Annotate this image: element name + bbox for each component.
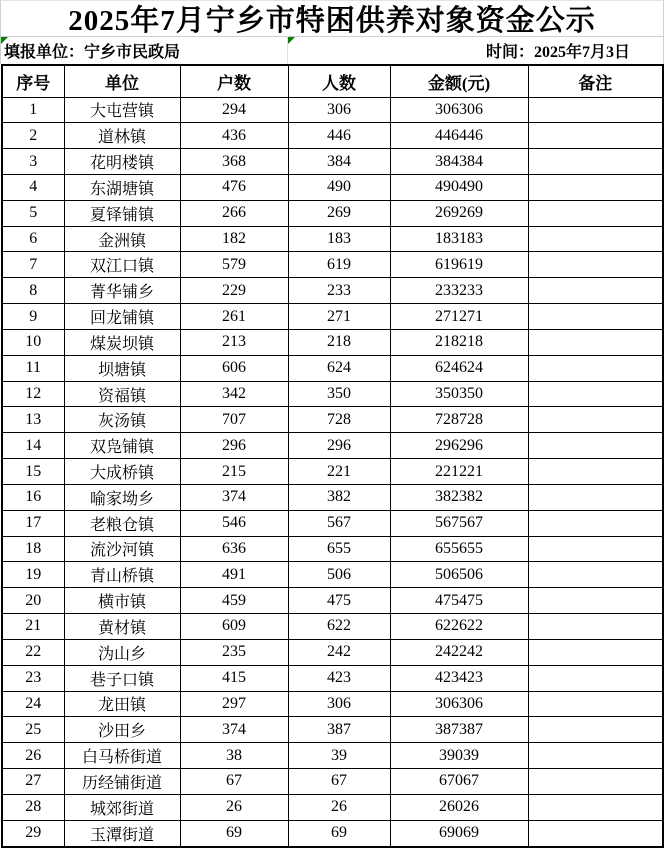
cell-persons: 69 — [288, 820, 390, 847]
cell-index: 27 — [2, 769, 64, 795]
cell-persons: 306 — [288, 691, 390, 717]
cell-remark — [528, 691, 663, 717]
cell-remark — [528, 123, 663, 149]
cell-households: 342 — [180, 381, 288, 407]
cell-amount: 619619 — [390, 252, 528, 278]
cell-index: 11 — [2, 355, 64, 381]
cell-index: 20 — [2, 588, 64, 614]
cell-households: 38 — [180, 743, 288, 769]
cell-remark — [528, 665, 663, 691]
table-row — [2, 459, 663, 485]
reporting-unit-label: 填报单位：宁乡市民政局 — [4, 44, 181, 61]
col-header-households: 户数 — [180, 65, 288, 97]
table-row — [2, 433, 663, 459]
table-row — [2, 200, 663, 226]
table-row — [2, 510, 663, 536]
table-row — [2, 562, 663, 588]
cell-index: 2 — [2, 123, 64, 149]
cell-households: 707 — [180, 407, 288, 433]
cell-index: 24 — [2, 691, 64, 717]
cell-remark — [528, 743, 663, 769]
col-header-remark: 备注 — [528, 65, 663, 97]
cell-unit: 横市镇 — [64, 588, 180, 614]
cell-persons: 296 — [288, 433, 390, 459]
cell-persons: 446 — [288, 123, 390, 149]
cell-households: 579 — [180, 252, 288, 278]
cell-households: 266 — [180, 200, 288, 226]
cell-remark — [528, 381, 663, 407]
cell-households: 229 — [180, 278, 288, 304]
cell-amount: 271271 — [390, 304, 528, 330]
cell-amount: 39039 — [390, 743, 528, 769]
cell-persons: 39 — [288, 743, 390, 769]
cell-amount: 69069 — [390, 820, 528, 847]
cell-remark — [528, 769, 663, 795]
cell-remark — [528, 329, 663, 355]
table-row — [2, 407, 663, 433]
table-row — [2, 820, 663, 847]
cell-persons: 242 — [288, 639, 390, 665]
cell-remark — [528, 200, 663, 226]
cell-remark — [528, 588, 663, 614]
cell-persons: 506 — [288, 562, 390, 588]
cell-persons: 624 — [288, 355, 390, 381]
table-body — [2, 97, 663, 847]
subheader-row — [0, 37, 664, 64]
cell-remark — [528, 252, 663, 278]
cell-index: 4 — [2, 174, 64, 200]
cell-persons: 233 — [288, 278, 390, 304]
cell-unit: 坝塘镇 — [64, 355, 180, 381]
cell-remark — [528, 536, 663, 562]
cell-index: 7 — [2, 252, 64, 278]
cell-remark — [528, 794, 663, 820]
cell-persons: 655 — [288, 536, 390, 562]
table-row — [2, 149, 663, 175]
cell-amount: 221221 — [390, 459, 528, 485]
reporting-unit-cell — [1, 37, 288, 64]
cell-amount: 350350 — [390, 381, 528, 407]
cell-index: 23 — [2, 665, 64, 691]
cell-index: 3 — [2, 149, 64, 175]
cell-unit: 灰汤镇 — [64, 407, 180, 433]
cell-amount: 218218 — [390, 329, 528, 355]
cell-unit: 菁华铺乡 — [64, 278, 180, 304]
cell-households: 67 — [180, 769, 288, 795]
cell-households: 374 — [180, 484, 288, 510]
col-header-persons: 人数 — [288, 65, 390, 97]
cell-amount: 567567 — [390, 510, 528, 536]
cell-unit: 大屯营镇 — [64, 97, 180, 123]
comment-triangle-icon — [288, 37, 295, 44]
cell-unit: 东湖塘镇 — [64, 174, 180, 200]
cell-amount: 296296 — [390, 433, 528, 459]
cell-amount: 306306 — [390, 97, 528, 123]
cell-households: 609 — [180, 614, 288, 640]
cell-households: 368 — [180, 149, 288, 175]
cell-persons: 384 — [288, 149, 390, 175]
table-row — [2, 174, 663, 200]
cell-households: 261 — [180, 304, 288, 330]
col-header-unit: 单位 — [64, 65, 180, 97]
cell-unit: 喻家坳乡 — [64, 484, 180, 510]
cell-amount: 624624 — [390, 355, 528, 381]
cell-persons: 622 — [288, 614, 390, 640]
cell-unit: 资福镇 — [64, 381, 180, 407]
cell-remark — [528, 407, 663, 433]
table-row — [2, 691, 663, 717]
cell-index: 1 — [2, 97, 64, 123]
cell-unit: 双江口镇 — [64, 252, 180, 278]
table-row — [2, 278, 663, 304]
cell-amount: 382382 — [390, 484, 528, 510]
table-row — [2, 614, 663, 640]
cell-unit: 大成桥镇 — [64, 459, 180, 485]
cell-amount: 506506 — [390, 562, 528, 588]
table-row — [2, 226, 663, 252]
table-row — [2, 536, 663, 562]
cell-index: 12 — [2, 381, 64, 407]
cell-unit: 白马桥街道 — [64, 743, 180, 769]
cell-households: 436 — [180, 123, 288, 149]
cell-remark — [528, 278, 663, 304]
cell-remark — [528, 510, 663, 536]
cell-unit: 城郊街道 — [64, 794, 180, 820]
cell-remark — [528, 355, 663, 381]
table-row — [2, 588, 663, 614]
cell-index: 16 — [2, 484, 64, 510]
cell-persons: 218 — [288, 329, 390, 355]
cell-persons: 728 — [288, 407, 390, 433]
table-row — [2, 769, 663, 795]
cell-households: 491 — [180, 562, 288, 588]
cell-persons: 350 — [288, 381, 390, 407]
cell-persons: 619 — [288, 252, 390, 278]
table-row — [2, 123, 663, 149]
cell-households: 69 — [180, 820, 288, 847]
cell-remark — [528, 226, 663, 252]
cell-amount: 446446 — [390, 123, 528, 149]
cell-remark — [528, 433, 663, 459]
cell-persons: 271 — [288, 304, 390, 330]
cell-unit: 回龙铺镇 — [64, 304, 180, 330]
cell-index: 25 — [2, 717, 64, 743]
comment-triangle-icon — [1, 37, 8, 44]
cell-persons: 490 — [288, 174, 390, 200]
cell-households: 26 — [180, 794, 288, 820]
cell-unit: 双凫铺镇 — [64, 433, 180, 459]
cell-persons: 67 — [288, 769, 390, 795]
cell-persons: 567 — [288, 510, 390, 536]
cell-persons: 423 — [288, 665, 390, 691]
cell-remark — [528, 820, 663, 847]
cell-amount: 183183 — [390, 226, 528, 252]
cell-amount: 655655 — [390, 536, 528, 562]
cell-index: 13 — [2, 407, 64, 433]
cell-unit: 道林镇 — [64, 123, 180, 149]
table-row — [2, 252, 663, 278]
cell-index: 21 — [2, 614, 64, 640]
cell-persons: 306 — [288, 97, 390, 123]
cell-unit: 煤炭坝镇 — [64, 329, 180, 355]
cell-persons: 269 — [288, 200, 390, 226]
cell-amount: 242242 — [390, 639, 528, 665]
col-header-amount: 金额(元) — [390, 65, 528, 97]
table-row — [2, 717, 663, 743]
cell-unit: 沙田乡 — [64, 717, 180, 743]
cell-households: 415 — [180, 665, 288, 691]
cell-households: 459 — [180, 588, 288, 614]
cell-index: 29 — [2, 820, 64, 847]
cell-unit: 老粮仓镇 — [64, 510, 180, 536]
cell-households: 374 — [180, 717, 288, 743]
cell-index: 5 — [2, 200, 64, 226]
cell-unit: 金洲镇 — [64, 226, 180, 252]
cell-amount: 269269 — [390, 200, 528, 226]
cell-remark — [528, 614, 663, 640]
cell-remark — [528, 304, 663, 330]
cell-unit: 青山桥镇 — [64, 562, 180, 588]
cell-households: 213 — [180, 329, 288, 355]
cell-remark — [528, 562, 663, 588]
table-row — [2, 355, 663, 381]
cell-remark — [528, 149, 663, 175]
cell-households: 296 — [180, 433, 288, 459]
cell-unit: 沩山乡 — [64, 639, 180, 665]
cell-amount: 475475 — [390, 588, 528, 614]
cell-remark — [528, 174, 663, 200]
cell-persons: 221 — [288, 459, 390, 485]
cell-amount: 384384 — [390, 149, 528, 175]
table-row — [2, 97, 663, 123]
cell-persons: 26 — [288, 794, 390, 820]
cell-index: 6 — [2, 226, 64, 252]
cell-households: 476 — [180, 174, 288, 200]
cell-remark — [528, 717, 663, 743]
cell-households: 546 — [180, 510, 288, 536]
cell-amount: 622622 — [390, 614, 528, 640]
cell-index: 17 — [2, 510, 64, 536]
cell-unit: 玉潭街道 — [64, 820, 180, 847]
table-row — [2, 381, 663, 407]
cell-persons: 475 — [288, 588, 390, 614]
cell-unit: 龙田镇 — [64, 691, 180, 717]
cell-households: 182 — [180, 226, 288, 252]
table-row — [2, 639, 663, 665]
cell-index: 18 — [2, 536, 64, 562]
cell-persons: 183 — [288, 226, 390, 252]
cell-index: 15 — [2, 459, 64, 485]
cell-unit: 流沙河镇 — [64, 536, 180, 562]
title-row — [0, 0, 664, 37]
cell-amount: 387387 — [390, 717, 528, 743]
cell-unit: 历经铺街道 — [64, 769, 180, 795]
cell-index: 19 — [2, 562, 64, 588]
table-header-row — [2, 65, 663, 97]
cell-amount: 233233 — [390, 278, 528, 304]
cell-households: 297 — [180, 691, 288, 717]
cell-unit: 夏铎铺镇 — [64, 200, 180, 226]
cell-index: 8 — [2, 278, 64, 304]
cell-amount: 67067 — [390, 769, 528, 795]
table-row — [2, 743, 663, 769]
report-date-cell — [288, 37, 663, 64]
cell-unit: 黄材镇 — [64, 614, 180, 640]
table-row — [2, 484, 663, 510]
table-row — [2, 304, 663, 330]
cell-unit: 巷子口镇 — [64, 665, 180, 691]
cell-households: 215 — [180, 459, 288, 485]
cell-index: 14 — [2, 433, 64, 459]
fund-table — [1, 64, 664, 848]
cell-remark — [528, 459, 663, 485]
cell-remark — [528, 97, 663, 123]
cell-amount: 26026 — [390, 794, 528, 820]
cell-index: 10 — [2, 329, 64, 355]
cell-remark — [528, 484, 663, 510]
cell-index: 9 — [2, 304, 64, 330]
cell-persons: 382 — [288, 484, 390, 510]
cell-amount: 728728 — [390, 407, 528, 433]
cell-amount: 423423 — [390, 665, 528, 691]
report-date-label: 时间：2025年7月3日 — [485, 44, 630, 61]
cell-index: 26 — [2, 743, 64, 769]
cell-persons: 387 — [288, 717, 390, 743]
cell-households: 235 — [180, 639, 288, 665]
cell-remark — [528, 639, 663, 665]
cell-households: 606 — [180, 355, 288, 381]
cell-amount: 490490 — [390, 174, 528, 200]
cell-households: 636 — [180, 536, 288, 562]
cell-amount: 306306 — [390, 691, 528, 717]
col-header-index: 序号 — [2, 65, 64, 97]
cell-index: 22 — [2, 639, 64, 665]
cell-unit: 花明楼镇 — [64, 149, 180, 175]
table-row — [2, 329, 663, 355]
table-row — [2, 794, 663, 820]
cell-index: 28 — [2, 794, 64, 820]
table-row — [2, 665, 663, 691]
cell-households: 294 — [180, 97, 288, 123]
page-title: 2025年7月宁乡市特困供养对象资金公示 — [68, 5, 596, 37]
